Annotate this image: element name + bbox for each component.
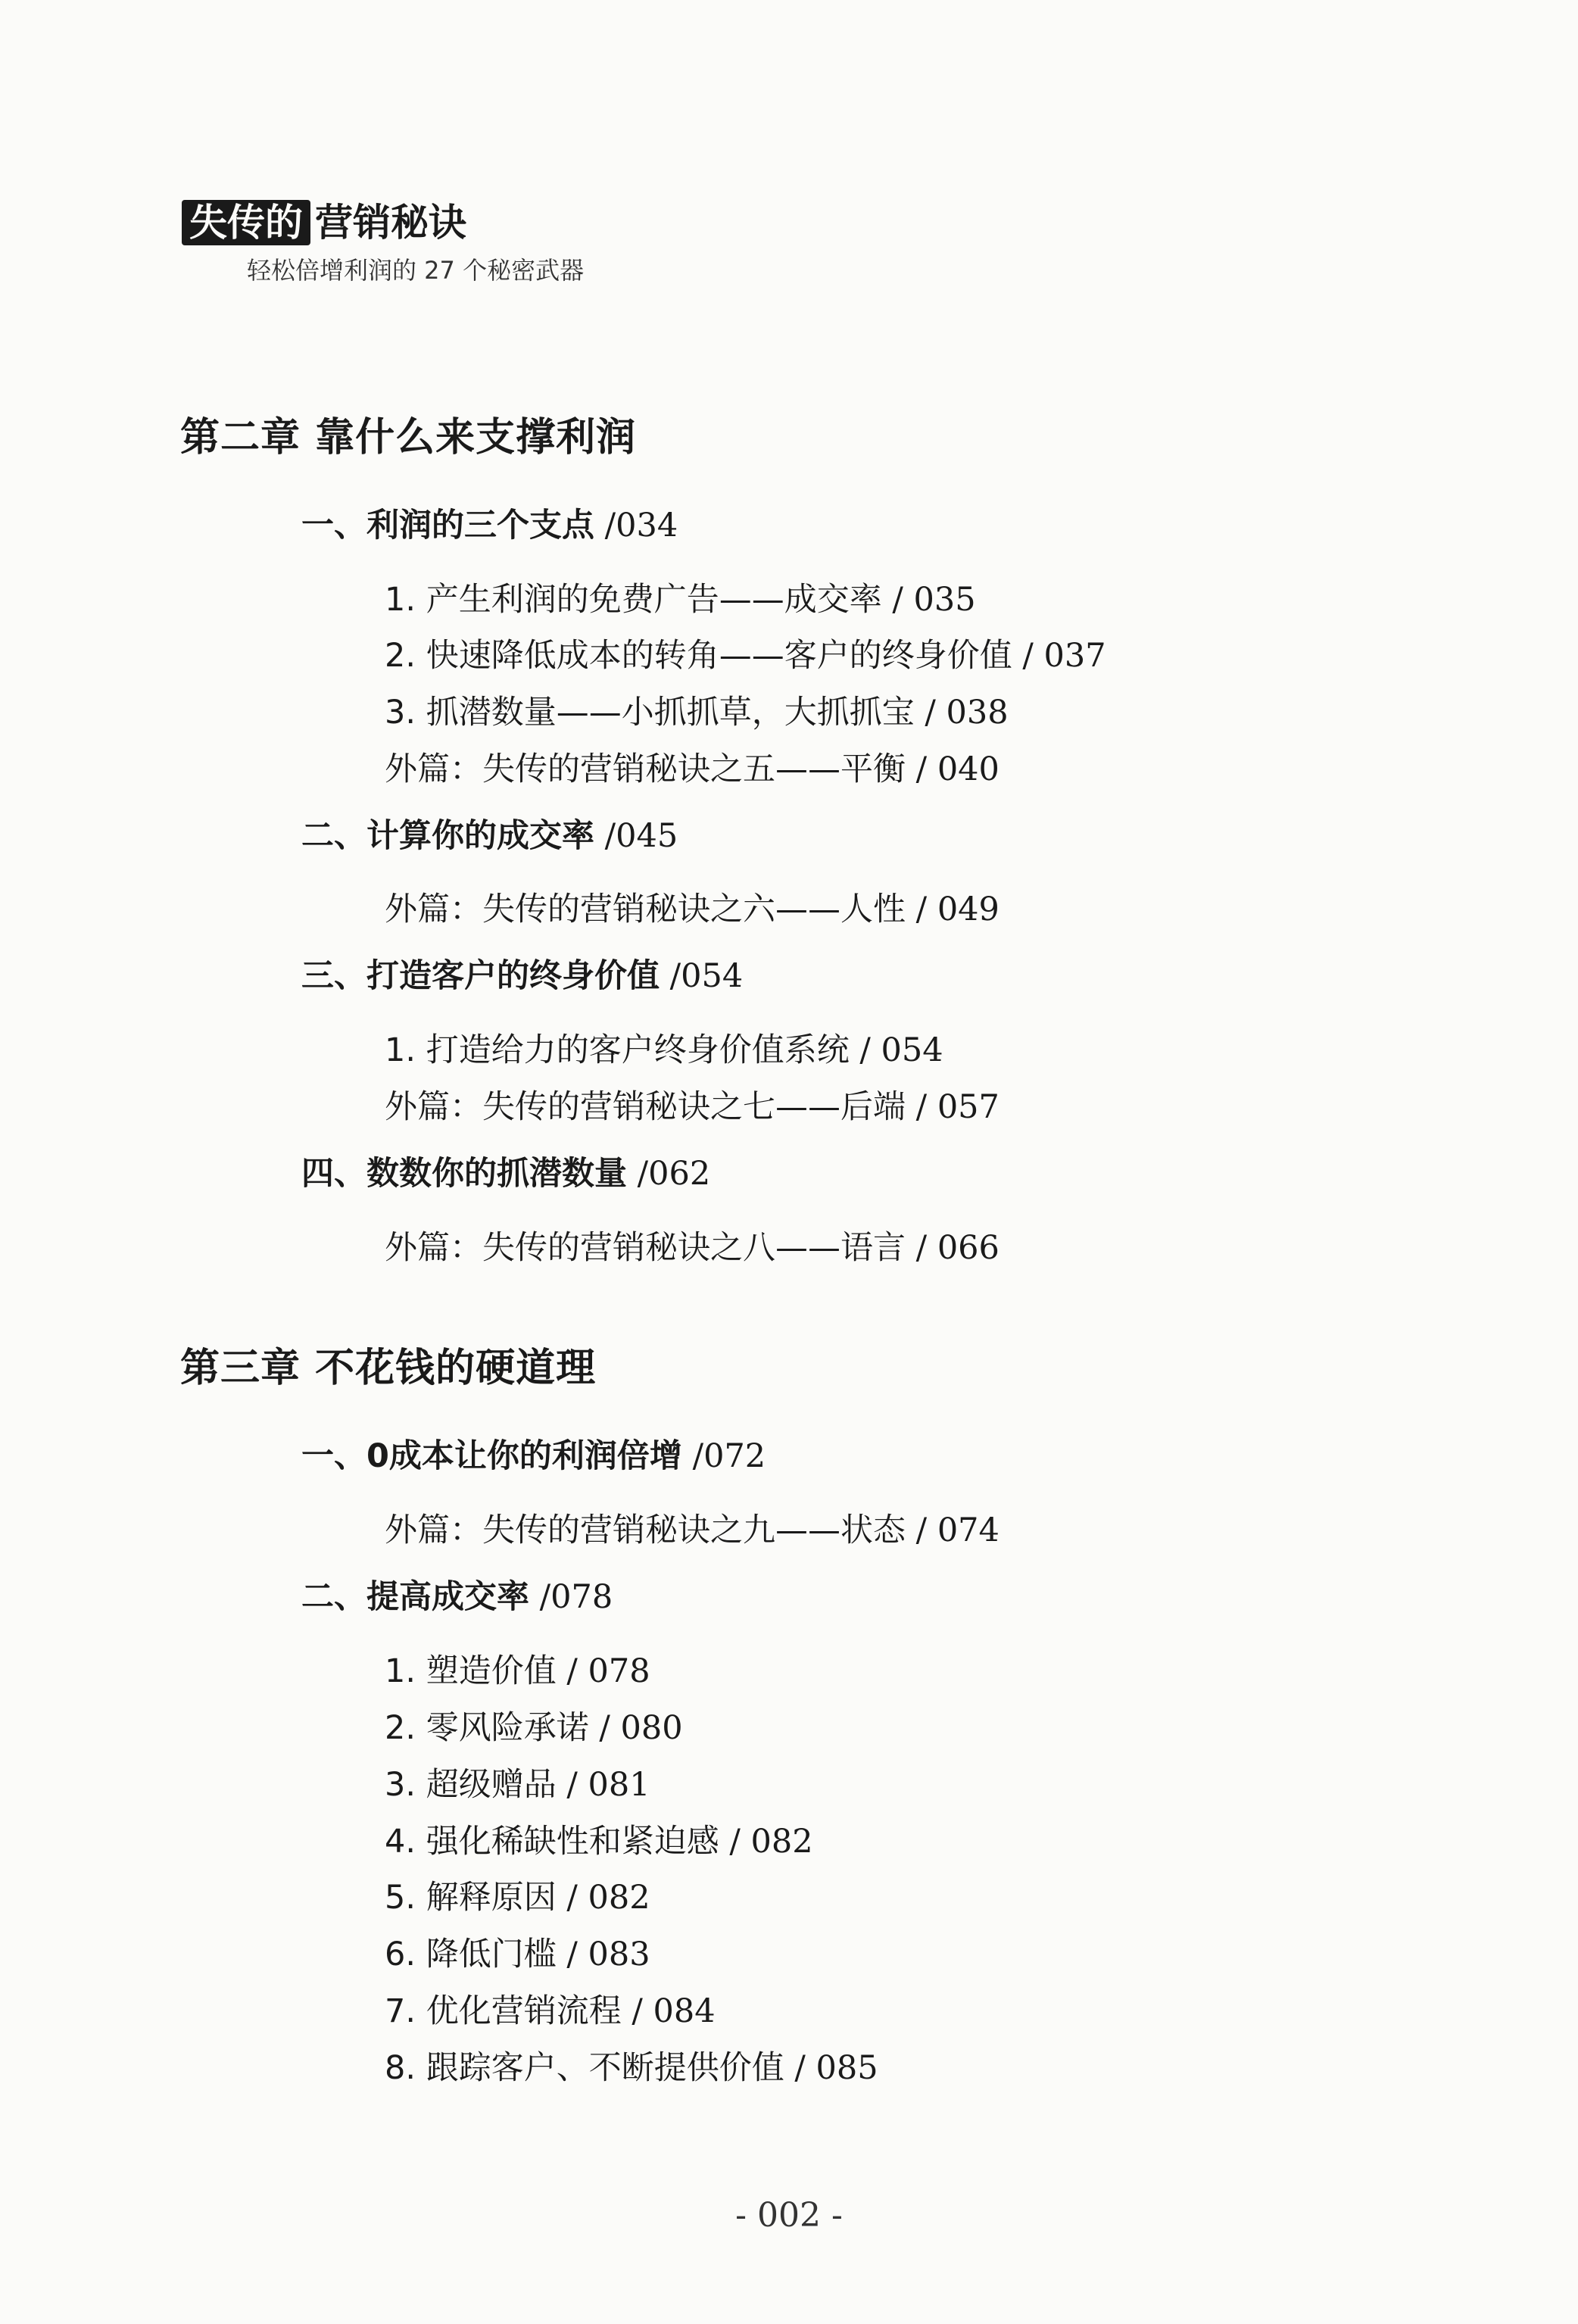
toc-item xyxy=(385,574,976,620)
toc-item xyxy=(385,884,1000,930)
section-title: 一、利润的三个支点 xyxy=(301,507,594,544)
section-heading xyxy=(301,810,678,856)
toc-item-page: / 081 xyxy=(566,1766,650,1804)
toc-item-label: 外篇：失传的营销秘诀之七——后端 xyxy=(385,1088,906,1126)
toc-item-label: 外篇：失传的营销秘诀之六——人性 xyxy=(385,891,906,928)
toc-item-page: / 082 xyxy=(729,1823,813,1861)
toc-item xyxy=(385,1929,650,1975)
toc-item-page: / 078 xyxy=(566,1652,650,1690)
book-subtitle: 轻松倍增利润的 27 个秘密武器 xyxy=(247,256,585,285)
toc-item xyxy=(385,2042,878,2088)
section-heading xyxy=(301,950,743,997)
chapter-title: 第二章 靠什么来支撑利润 xyxy=(180,415,637,460)
section-page: /078 xyxy=(539,1578,613,1616)
toc-item xyxy=(385,1222,1000,1268)
section-title: 一、0成本让你的利润倍增 xyxy=(301,1437,682,1475)
section-page: /072 xyxy=(692,1437,766,1475)
toc-item-page: / 085 xyxy=(794,2049,878,2087)
book-title-rest: 营销秘诀 xyxy=(315,201,466,245)
toc-item xyxy=(385,1872,650,1918)
toc-item-label: 1. 塑造价值 xyxy=(385,1652,557,1690)
section-heading xyxy=(301,1430,766,1477)
toc-item-label: 4. 强化稀缺性和紧迫感 xyxy=(385,1823,719,1861)
toc-item-label: 6. 降低门槛 xyxy=(385,1936,557,1973)
section-title: 二、提高成交率 xyxy=(301,1578,529,1616)
section-heading xyxy=(301,1571,613,1617)
toc-item-page: / 054 xyxy=(859,1031,943,1069)
toc-item-page: / 037 xyxy=(1022,637,1106,675)
section-page: /034 xyxy=(604,507,678,544)
toc-item-label: 外篇：失传的营销秘诀之九——状态 xyxy=(385,1511,906,1549)
toc-item xyxy=(385,1646,650,1692)
toc-item xyxy=(385,1505,1000,1551)
section-title: 三、打造客户的终身价值 xyxy=(301,957,660,995)
section-page: /062 xyxy=(637,1155,711,1193)
toc-item-page: / 074 xyxy=(915,1511,1000,1549)
toc-item-label: 1. 打造给力的客户终身价值系统 xyxy=(385,1031,850,1069)
toc-item-label: 5. 解释原因 xyxy=(385,1879,557,1917)
toc-item-page: / 082 xyxy=(566,1879,650,1917)
toc-item xyxy=(385,630,1106,676)
toc-item-label: 8. 跟踪客户、不断提供价值 xyxy=(385,2049,784,2087)
toc-item xyxy=(385,1816,813,1862)
toc-item-label: 1. 产生利润的免费广告——成交率 xyxy=(385,581,882,619)
toc-item-label: 外篇：失传的营销秘诀之八——语言 xyxy=(385,1229,906,1267)
toc-item xyxy=(385,744,1000,790)
toc-item xyxy=(385,1986,716,2032)
toc-item-page: / 066 xyxy=(915,1229,1000,1267)
section-heading xyxy=(301,500,678,546)
toc-item-page: / 083 xyxy=(566,1936,650,1973)
toc-item-label: 3. 抓潜数量——小抓抓草，大抓抓宝 xyxy=(385,694,915,732)
toc-item xyxy=(385,1702,683,1748)
chapter-title: 第三章 不花钱的硬道理 xyxy=(180,1346,597,1391)
toc-item xyxy=(385,687,1009,733)
section-page: /054 xyxy=(669,957,744,995)
book-title-highlight: 失传的 xyxy=(182,200,310,245)
toc-item-page: / 057 xyxy=(915,1088,1000,1126)
book-title xyxy=(182,198,584,247)
toc-item xyxy=(385,1759,650,1805)
toc-item-page: / 080 xyxy=(599,1709,683,1747)
toc-item-page: / 040 xyxy=(915,750,1000,788)
toc-item-page: / 035 xyxy=(892,581,976,619)
book-header xyxy=(182,198,584,286)
section-title: 四、数数你的抓潜数量 xyxy=(301,1155,627,1193)
page-number: - 002 - xyxy=(735,2196,843,2235)
toc-item-label: 7. 优化营销流程 xyxy=(385,1992,622,2030)
toc-item xyxy=(385,1081,1000,1128)
toc-item-label: 3. 超级赠品 xyxy=(385,1766,557,1804)
toc-item xyxy=(385,1025,943,1071)
toc-item-label: 2. 快速降低成本的转角——客户的终身价值 xyxy=(385,637,1012,675)
toc-item-page: / 038 xyxy=(925,694,1009,732)
toc-item-label: 外篇：失传的营销秘诀之五——平衡 xyxy=(385,750,906,788)
section-page: /045 xyxy=(604,817,678,855)
section-title: 二、计算你的成交率 xyxy=(301,817,594,855)
toc-item-page: / 084 xyxy=(632,1992,716,2030)
toc-item-page: / 049 xyxy=(915,891,1000,928)
section-heading xyxy=(301,1148,710,1194)
toc-item-label: 2. 零风险承诺 xyxy=(385,1709,589,1747)
